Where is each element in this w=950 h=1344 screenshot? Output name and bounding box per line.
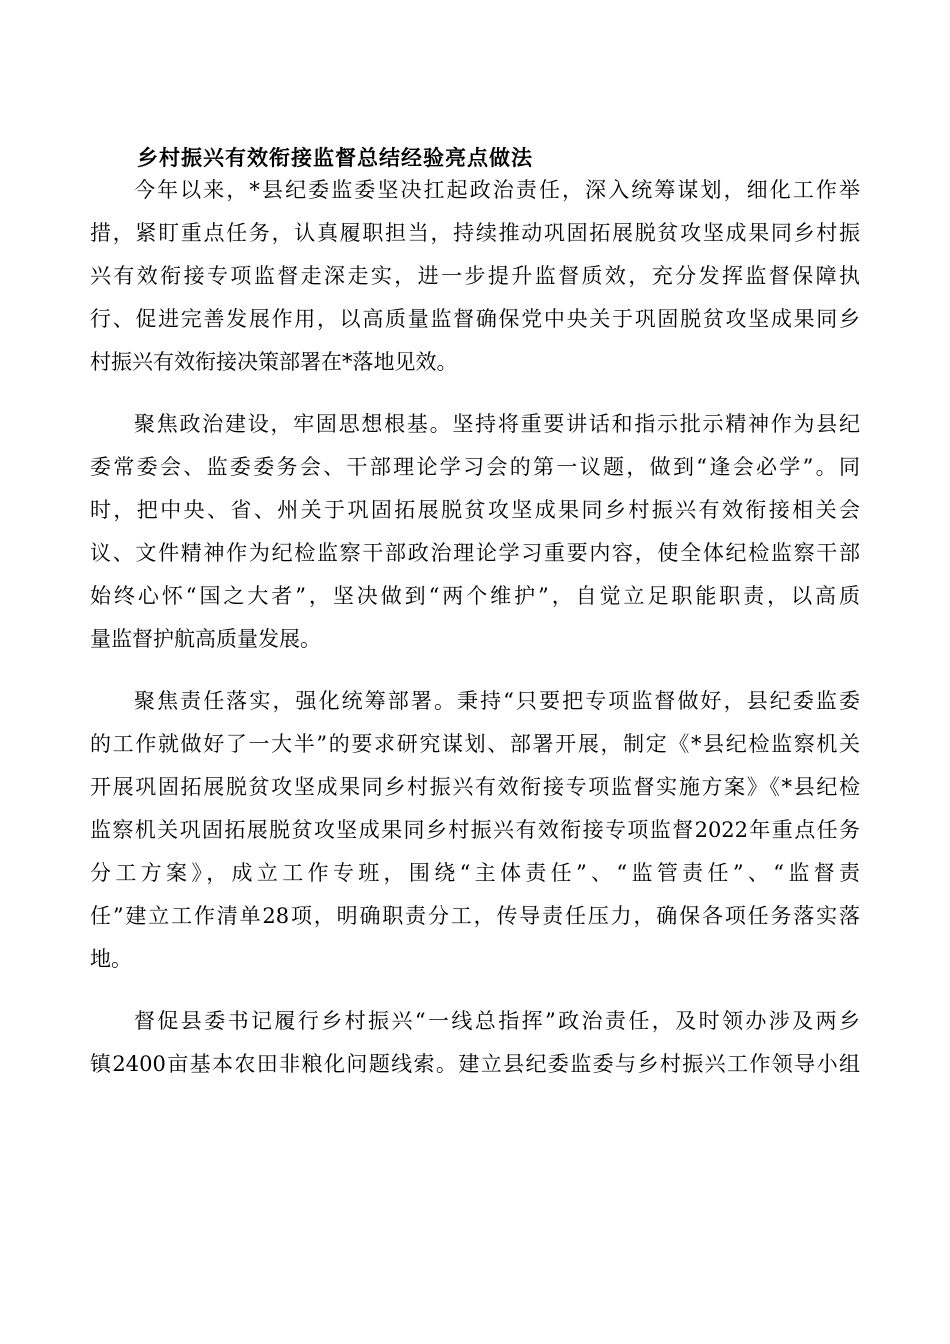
paragraph-line: 的工作就做好了一大半”的要求研究谋划、部署开展，制定《*县纪检监察机关 — [90, 732, 860, 756]
paragraph-line: 量监督护航高质量发展。 — [90, 627, 321, 651]
paragraph-line: 始终心怀“国之大者”，坚决做到“两个维护”，自觉立足职能职责，以高质 — [90, 584, 860, 608]
paragraph-line: 委常委会、监委委务会、干部理论学习会的第一议题，做到“逢会必学”。同 — [90, 455, 860, 479]
paragraph-line: 开展巩固拓展脱贫攻坚成果同乡村振兴有效衔接专项监督实施方案》《*县纪检 — [90, 775, 860, 799]
paragraph-line: 兴有效衔接专项监督走深走实，进一步提升监督质效，充分发挥监督保障执 — [90, 264, 860, 288]
paragraph-line: 聚焦责任落实，强化统筹部署。秉持“只要把专项监督做好，县纪委监委 — [134, 689, 860, 713]
paragraph-line: 督促县委书记履行乡村振兴“一线总指挥”政治责任，及时领办涉及两乡 — [134, 1009, 860, 1033]
paragraph-line: 分工方案》，成立工作专班，围绕“主体责任”、“监管责任”、“监督责 — [90, 861, 860, 885]
paragraph-line: 措，紧盯重点任务，认真履职担当，持续推动巩固拓展脱贫攻坚成果同乡村振 — [90, 221, 860, 245]
paragraph-line: 议、文件精神作为纪检监察干部政治理论学习重要内容，使全体纪检监察干部 — [90, 541, 860, 565]
document-title: 乡村振兴有效衔接监督总结经验亮点做法 — [137, 146, 533, 170]
paragraph-line: 行、促进完善发展作用，以高质量监督确保党中央关于巩固脱贫攻坚成果同乡 — [90, 307, 860, 331]
paragraph-line: 今年以来，*县纪委监委坚决扛起政治责任，深入统筹谋划，细化工作举 — [134, 178, 860, 202]
paragraph-line: 监察机关巩固拓展脱贫攻坚成果同乡村振兴有效衔接专项监督2022年重点任务 — [90, 818, 860, 842]
paragraph-line: 任”建立工作清单28项，明确职责分工，传导责任压力，确保各项任务落实落 — [90, 904, 860, 928]
paragraph-line: 聚焦政治建设，牢固思想根基。坚持将重要讲话和指示批示精神作为县纪 — [134, 412, 860, 436]
paragraph-line: 时，把中央、省、州关于巩固拓展脱贫攻坚成果同乡村振兴有效衔接相关会 — [90, 498, 860, 522]
paragraph-line: 地。 — [90, 947, 132, 971]
paragraph-line: 镇2400亩基本农田非粮化问题线索。建立县纪委监委与乡村振兴工作领导小组 — [90, 1052, 860, 1076]
paragraph-line: 村振兴有效衔接决策部署在*落地见效。 — [90, 350, 458, 374]
